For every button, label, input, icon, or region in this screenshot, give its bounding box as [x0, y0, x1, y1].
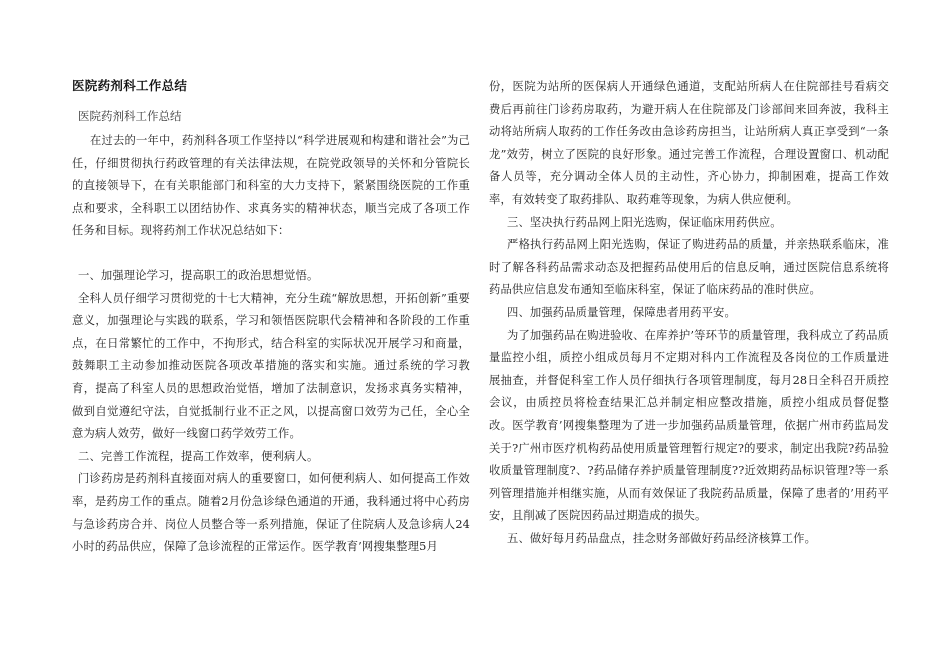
intro-paragraph: 在过去的一年中，药剂科各项工作坚持以“科学进展观和构建和谐社会”为己任，仔细贯彻执行药政管理的有关法律法规，在院党政领导的关怀和分管院长的直接领导下，在有关职能部门和科室的大力支持下，紧紧围绕医院的工作重点和要求，全科职工以团结协作、求真务实的精神状态，顺当完成了各项工作任务和目标。现将药剂工作状况总结如下： — [72, 134, 470, 238]
section-body-3: 严格执行药品网上阳光选购，保证了购进药品的质量，并亲热联系临床，准时了解各科药品需求动态及把握药品使用后的信息反响，通过医院信息系统将药品供应信息发布通知至临床科室，保证了临床药品的准时供应。 — [489, 238, 889, 297]
right-column — [489, 76, 889, 550]
section-body-1: 全科人员仔细学习贯彻党的十七大精神，充分生疏“解放思想，开拓创新”重要意义，加强理论与实践的联系，学习和领悟医院职代会精神和各阶段的工作重点，在日常繁忙的工作中，不拘形式，结合科室的实际状况开展学习和商量，鼓舞职工主动参加推动医院各项改革措施的落实和实施。通过系统的学习教育，提高了科室人员的思想政治觉悟，增加了法制意识，发扬求真务实精神，做到自觉遵纪守法，自觉抵制行业不正之风，以提高窗口效劳为己任，全心全意为病人效劳，做好一线窗口药学效劳工作。 — [72, 291, 470, 441]
section-body-4: 为了加强药品在购进验收、在库养护’等环节的质量管理，我科成立了药品质量监控小组，质控小组成员每月不定期对科内工作流程及各岗位的工作质量进展抽查，并督促科室工作人员仔细执行各项管理制度，每月28日全科召开质控会议，由质控员将检查结果汇总并制定相应整改措施，质控小组成员督促整改。医学教育’网搜集整理为了进一步加强药品质量管理，依据广州市药监局发关于?广州市医疗机构药品使用质量管理暂行规定?的要求，制定出我院?药品验收质量管理制度?、?药品储存养护质量管理制度??近效期药品标识管理?等一系列管理措施并相继实施，从而有效保证了我院药品质量，保障了患者的’用药平安，且削减了医院因药品过期造成的损失。 — [489, 328, 889, 523]
section-heading-2: 二、完善工作流程，提高工作效率，便利病人。 — [78, 449, 319, 463]
document-title: 医院药剂科工作总结 — [72, 78, 188, 93]
section-heading-5: 五、做好每月药品盘点，挂念财务部做好药品经济核算工作。 — [507, 531, 817, 545]
section-body-2: 门诊药房是药剂科直接面对病人的重要窗口，如何便利病人、如何提高工作效率，是药房工作的重点。随着2月份急诊绿色通道的开通，我科通过将中心药房与急诊药房合并、岗位人员整合等一系列措施，保证了住院病人及急诊病人24小时的药品供应，保障了急诊流程的正常运作。医学教育’网搜集整理5月 — [72, 472, 470, 554]
section-heading-3: 三、坚决执行药品网上阳光选购，保证临床用药供应。 — [507, 215, 782, 229]
document-subtitle: 医院药剂科工作总结 — [78, 109, 182, 123]
section-heading-1: 一、加强理论学习，提高职工的政治思想觉悟。 — [78, 268, 319, 282]
left-column — [72, 76, 470, 559]
section-body-2-continued: 份，医院为站所的医保病人开通绿色通道，支配站所病人在住院部挂号看病交费后再前往门诊药房取药，为避开病人在住院部及门诊部间来回奔波，我科主动将站所病人取药的工作任务改由急诊药房担当，让站所病人真正享受到“一条龙”效劳，树立了医院的良好形象。通过完善工作流程，合理设置窗口、机动配备人员等，充分调动全体人员的主动性，齐心协力，抑制困难，提高工作效率，有效转变了取药排队、取药难等现象，为病人供应便利。 — [489, 80, 889, 206]
section-heading-4: 四、加强药品质量管理，保障患者用药平安。 — [507, 305, 736, 319]
paragraph-gap — [72, 243, 470, 265]
